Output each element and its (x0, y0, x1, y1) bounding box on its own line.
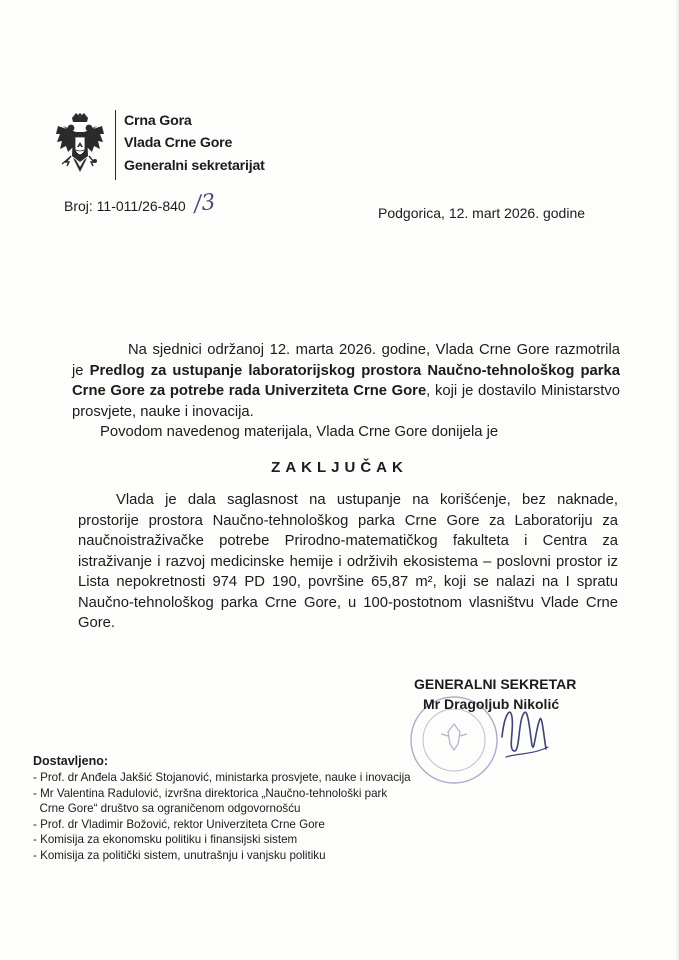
distribution-item: - Komisija za ekonomsku politiku i finansijski sistem (33, 833, 298, 846)
header-divider (115, 110, 116, 180)
paragraph-intro (72, 340, 620, 422)
distribution-item: Crne Gore“ društvo sa ograničenom odgovornošću (33, 802, 301, 815)
distribution-item: - Komisija za politički sistem, unutrašnju i vanjsku politiku (33, 848, 326, 862)
signatory-title: GENERALNI SEKRETAR (414, 676, 577, 692)
header-secretariat: Generalni sekretarijat (124, 158, 265, 174)
reference-number-handwritten: /3 (192, 189, 217, 218)
coat-of-arms-icon (54, 112, 106, 178)
signatory-name: Mr Dragoljub Nikolić (423, 696, 560, 712)
header-government: Vlada Crne Gore (124, 135, 233, 151)
conclusion-heading: ZAKLJUČAK (271, 459, 408, 476)
paragraph-decision-intro (72, 422, 620, 443)
page-edge (675, 0, 679, 960)
header-country: Crna Gora (124, 113, 192, 129)
distribution-item: - Prof. dr Anđela Jakšić Stojanović, ministarka prosvjete, nauke i inovacija (33, 771, 411, 784)
handwritten-signature (496, 697, 554, 767)
intro-text-2: , koji je dostavilo Ministarstvo prosvjete, nauke i inovacija. (72, 383, 620, 420)
intro-text-1: Na sjednici održanoj 12. marta 2026. godine, Vlada Crne Gore razmotrila je (72, 342, 620, 379)
reference-number: Broj: 11-011/26-840 (64, 198, 186, 214)
intro-bold-subject: Predlog za ustupanje laboratorijskog prostora Naučno-tehnološkog parka Crne Gore za potrebe rada Univerziteta Crne Gore (72, 362, 620, 399)
distribution-item: - Prof. dr Vladimir Božović, rektor Univerziteta Crne Gore (33, 817, 325, 831)
distribution-item: - Mr Valentina Radulović, izvršna direktorica „Naučno-tehnološki park (33, 786, 388, 800)
distribution-label: Dostavljeno: (33, 754, 109, 768)
conclusion-text: Vlada je dala saglasnost na ustupanje na korišćenje, bez naknade, prostorije prostora Naučno-tehnološkog parka Crne Gore za Laboratoriju za naučnoistraživačke potrebe Prirodno-matematičkog fakulteta i Centra za istraživanje i razvoj medicinske hemije i održivih ekosistema – poslovni prostor iz Lista nepokretnosti 974 PD 190, površine 65,87 m², koji se nalazi na I spratu Naučno-tehnološkog parka Crne Gore, u 100-postotnom vlasništvu Vlade Crne Gore. (78, 492, 618, 631)
paragraph-conclusion (78, 490, 618, 634)
distribution-list (33, 770, 411, 863)
place-date: Podgorica, 12. mart 2026. godine (378, 205, 586, 221)
decision-intro-text: Povodom navedenog materijala, Vlada Crne Gore donijela je (100, 424, 499, 440)
